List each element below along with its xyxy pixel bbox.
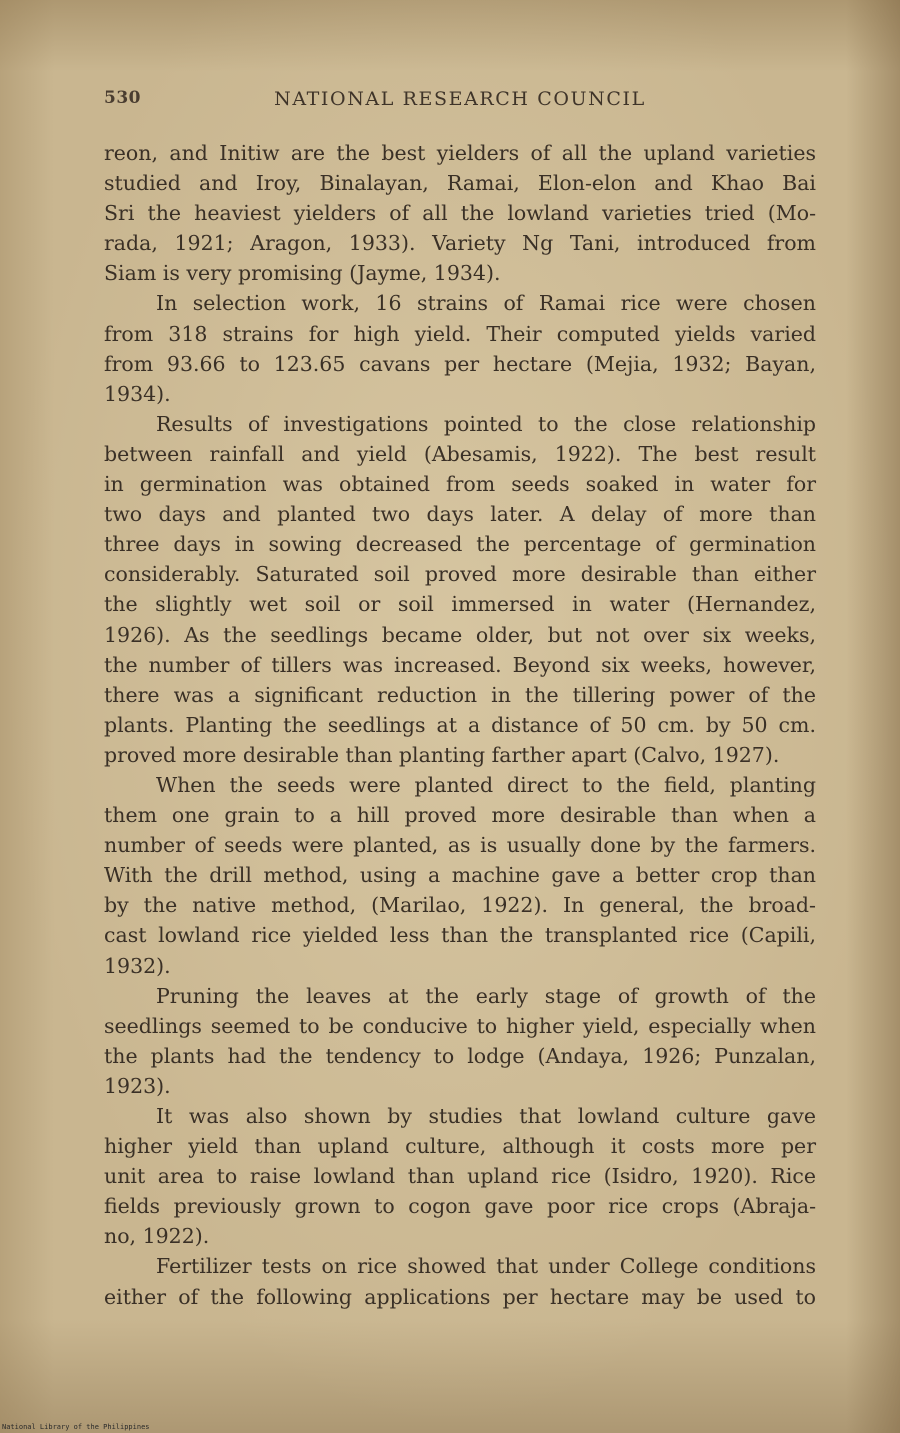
text-line: Pruning the leaves at the early stage of growth of the bbox=[156, 983, 816, 1008]
text-line: considerably. Saturated soil proved more desirable than either bbox=[104, 562, 816, 587]
text-line: plants. Planting the seedlings at a distance of 50 cm. by 50 cm. bbox=[104, 712, 816, 737]
text-line: number of seeds were planted, as is usually done by the farmers. bbox=[104, 833, 816, 858]
page-number: 530 bbox=[104, 88, 141, 108]
page-header bbox=[104, 88, 816, 116]
text-line: fields previously grown to cogon gave poor rice crops (Abraja- bbox=[104, 1194, 816, 1219]
text-line: 1934). bbox=[104, 381, 171, 406]
text-line: seedlings seemed to be conducive to higher yield, especially when bbox=[104, 1013, 816, 1038]
paragraph bbox=[104, 981, 816, 1101]
text-line: studied and Iroy, Binalayan, Ramai, Elon-elon and Khao Bai bbox=[104, 171, 816, 196]
text-line: In selection work, 16 strains of Ramai rice were chosen bbox=[156, 291, 816, 316]
paragraph bbox=[104, 288, 816, 408]
text-line: With the drill method, using a machine gave a better crop than bbox=[104, 863, 816, 888]
text-line: Sri the heaviest yielders of all the lowland varieties tried (Mo- bbox=[104, 201, 816, 226]
body-text bbox=[104, 138, 816, 1312]
text-line: three days in sowing decreased the percentage of germination bbox=[104, 532, 816, 557]
text-line: either of the following applications per hectare may be used to bbox=[104, 1284, 816, 1309]
text-line: 1932). bbox=[104, 953, 171, 978]
text-line: reon, and Initiw are the best yielders of all the upland varieties bbox=[104, 141, 816, 165]
text-line: between rainfall and yield (Abesamis, 1922). The best result bbox=[104, 441, 816, 466]
text-line: from 318 strains for high yield. Their computed yields varied bbox=[104, 321, 816, 346]
paragraph bbox=[104, 138, 816, 288]
paragraph bbox=[104, 409, 816, 770]
text-line: cast lowland rice yielded less than the transplanted rice (Capili, bbox=[104, 923, 816, 948]
text-line: no, 1922). bbox=[104, 1224, 210, 1249]
running-head: NATIONAL RESEARCH COUNCIL bbox=[274, 88, 646, 110]
paragraph bbox=[104, 1101, 816, 1251]
paragraph bbox=[104, 770, 816, 981]
text-line: 1926). As the seedlings became older, but not over six weeks, bbox=[104, 622, 816, 647]
text-line: When the seeds were planted direct to the field, planting bbox=[156, 772, 816, 797]
text-line: them one grain to a hill proved more desirable than when a bbox=[104, 803, 816, 828]
text-line: rada, 1921; Aragon, 1933). Variety Ng Tani, introduced from bbox=[104, 231, 816, 256]
text-line: 1923). bbox=[104, 1073, 171, 1098]
text-line: two days and planted two days later. A delay of more than bbox=[104, 502, 816, 527]
text-line: Siam is very promising (Jayme, 1934). bbox=[104, 261, 501, 286]
text-line: proved more desirable than planting farther apart (Calvo, 1927). bbox=[104, 742, 780, 767]
text-line: Fertilizer tests on rice showed that under College conditions bbox=[156, 1254, 816, 1279]
text-line: the plants had the tendency to lodge (Andaya, 1926; Punzalan, bbox=[104, 1043, 816, 1068]
text-line: It was also shown by studies that lowland culture gave bbox=[156, 1104, 816, 1128]
text-line: unit area to raise lowland than upland rice (Isidro, 1920). Rice bbox=[104, 1164, 816, 1189]
text-line: Results of investigations pointed to the close relationship bbox=[156, 411, 816, 436]
text-line: there was a significant reduction in the tillering power of the bbox=[104, 682, 816, 707]
text-line: by the native method, (Marilao, 1922). In general, the broad- bbox=[104, 893, 816, 918]
text-line: the number of tillers was increased. Beyond six weeks, however, bbox=[104, 652, 816, 677]
paragraph bbox=[104, 1251, 816, 1311]
footer-credit: National Library of the Philippines bbox=[2, 1423, 150, 1431]
text-line: in germination was obtained from seeds soaked in water for bbox=[104, 472, 816, 497]
text-line: from 93.66 to 123.65 cavans per hectare (Mejia, 1932; Bayan, bbox=[104, 351, 816, 376]
text-line: higher yield than upland culture, although it costs more per bbox=[104, 1134, 816, 1159]
text-line: the slightly wet soil or soil immersed in water (Hernandez, bbox=[104, 592, 816, 617]
